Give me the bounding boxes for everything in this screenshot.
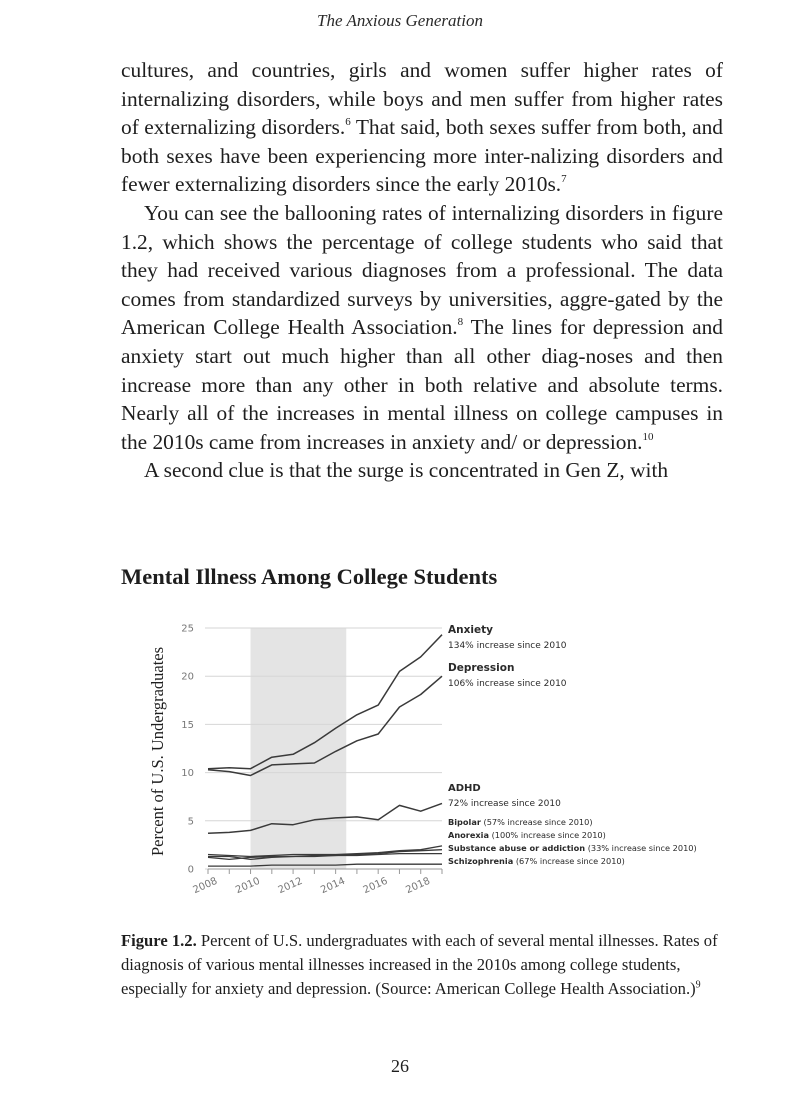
footnote-ref-6[interactable]: 6	[345, 116, 351, 129]
figure-heading: Mental Illness Among College Students	[121, 564, 498, 589]
page-number: 26	[391, 1056, 409, 1076]
figure-caption-text: Percent of U.S. undergraduates with each of several mental illnesses. Rates of diagnosis of various mental illnesses increased in the 2010s among college students, especially for anxiety and depression. (Source: American College Health Association.)	[121, 931, 718, 998]
legend-adhd-name: ADHD	[448, 783, 481, 794]
figure-caption	[121, 929, 723, 1001]
paragraph-2-text-b: The lines for depression and anxiety start out much higher than all other diag-noses and then increase more than any other in both relative and absolute terms. Nearly all of the increases in mental illness on college campuses in the 2010s came from increases in anxiety and/ or depression.	[121, 315, 723, 454]
x-tick-label: 2016	[361, 875, 390, 897]
footnote-ref-10[interactable]: 10	[642, 430, 654, 443]
legend-substance-abuse-or-addiction-name: Substance abuse or addiction	[448, 843, 586, 853]
y-tick-label: 5	[187, 816, 194, 828]
x-tick-label: 2008	[191, 875, 220, 897]
y-tick-label: 15	[181, 719, 194, 731]
footnote-ref-8[interactable]: 8	[457, 316, 464, 329]
figure-caption-label: Figure 1.2.	[121, 931, 197, 950]
paragraph-1	[121, 56, 723, 199]
y-axis-label: Percent of U.S. Undergraduates	[148, 646, 167, 857]
shaded-period	[251, 628, 347, 869]
footnote-ref-9[interactable]: 9	[695, 979, 701, 991]
paragraph-3	[121, 456, 723, 485]
paragraph-1-text-a: cultures, and countries, girls and women suffer higher rates of internalizing disorders, while boys and men suffer from higher rates of externalizing disorders.	[121, 58, 723, 140]
legend-depression-name: Depression	[448, 662, 515, 674]
legend-adhd-note: 72% increase since 2010	[448, 799, 561, 809]
y-tick-label: 20	[181, 671, 194, 683]
legend-depression-note: 106% increase since 2010	[448, 679, 567, 689]
paragraph-1-text-b: That said, both sexes suffer from both, and both sexes have been experiencing more inter-nalizing disorders and fewer externalizing disorders since the early 2010s.	[121, 115, 723, 197]
y-tick-label: 25	[181, 623, 194, 635]
paragraph-2-text-a: You can see the ballooning rates of internalizing disorders in figure 1.2, which shows the percentage of college students who said that they had received various diagnoses from a professional. The data comes from standardized surveys by universities, aggre-gated by the American College Health Association.	[121, 200, 723, 340]
legend-anorexia	[448, 830, 606, 840]
legend-anxiety-name: Anxiety	[448, 624, 493, 636]
legend-schizophrenia-note: (67% increase since 2010)	[515, 856, 625, 866]
legend-bipolar	[448, 817, 593, 827]
legend-substance-abuse-or-addiction	[448, 843, 697, 853]
legend-substance-abuse-or-addiction-note: (33% increase since 2010)	[587, 843, 697, 853]
legend-schizophrenia-name: Schizophrenia	[448, 856, 514, 866]
x-tick-label: 2018	[404, 875, 432, 897]
line-chart	[150, 612, 710, 912]
y-tick-label: 10	[181, 768, 194, 780]
legend-schizophrenia	[448, 856, 625, 866]
x-tick-label: 2012	[276, 875, 305, 897]
legend-bipolar-note: (57% increase since 2010)	[483, 817, 593, 827]
legend-anorexia-name: Anorexia	[448, 830, 489, 840]
legend-bipolar-name: Bipolar	[448, 817, 481, 827]
legend-anxiety-note: 134% increase since 2010	[448, 641, 567, 651]
paragraph-2	[121, 199, 723, 456]
footnote-ref-7[interactable]: 7	[561, 173, 567, 186]
paragraph-3-text: A second clue is that the surge is concentrated in Gen Z, with	[144, 458, 669, 483]
y-tick-label: 0	[187, 864, 194, 876]
legend-anorexia-note: (100% increase since 2010)	[491, 830, 606, 840]
body-text	[121, 56, 723, 485]
x-tick-label: 2010	[234, 875, 262, 897]
running-head: The Anxious Generation	[317, 11, 483, 30]
x-tick-label: 2014	[319, 875, 347, 897]
